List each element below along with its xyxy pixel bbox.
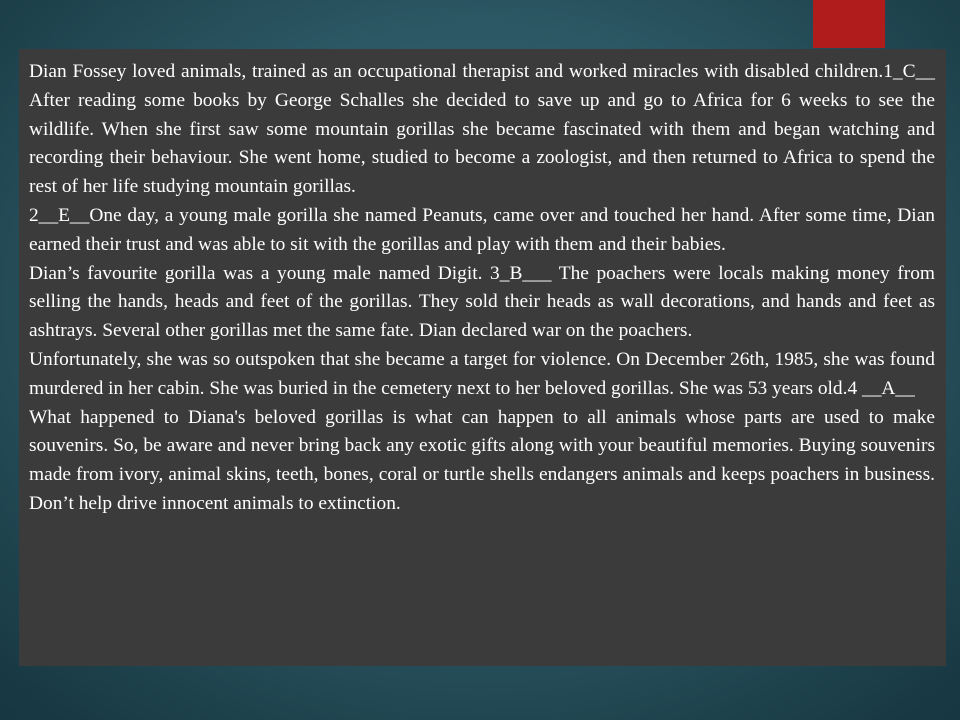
paragraph-intro: Dian Fossey loved animals, trained as an occupational therapist and worked miracles with disabled children.1_C__ After reading some books by George Schalles she decided to save up and go to Africa for 6 weeks to see the wildlife. When she first saw some mountain gorillas she became fascinated with them and began watching and recording their behaviour. She went home, studied to become a zoologist, and then returned to Africa to spend the rest of her life studying mountain gorillas. bbox=[29, 61, 935, 198]
paragraph-death: Unfortunately, she was so outspoken that she became a target for violence. On December 26th, 1985, she was found murdered in her cabin. She was buried in the cemetery next to her beloved gorillas. She was 53 years old.4 __A__ bbox=[29, 348, 935, 399]
paragraph-souvenirs: What happened to Diana's beloved gorillas is what can happen to all animals whose parts are used to make souvenirs. So, be aware and never bring back any exotic gifts along with your beautiful memories. Buying souvenirs made from ivory, animal skins, teeth, bones, coral or turtle shells endangers animals and keeps poachers in business. Don’t help drive innocent animals to extinction. bbox=[29, 406, 935, 514]
text-panel bbox=[19, 49, 946, 666]
red-accent-block bbox=[813, 0, 885, 48]
paragraph-digit: Dian’s favourite gorilla was a young male named Digit. 3_B___ The poachers were locals making money from selling the hands, heads and feet of the gorillas. They sold their heads as wall decorations, and hands and feet as ashtrays. Several other gorillas met the same fate. Dian declared war on the poachers. bbox=[29, 262, 935, 342]
paragraph-peanuts: 2__E__One day, a young male gorilla she named Peanuts, came over and touched her hand. After some time, Dian earned their trust and was able to sit with the gorillas and play with them and their babies. bbox=[29, 204, 935, 255]
